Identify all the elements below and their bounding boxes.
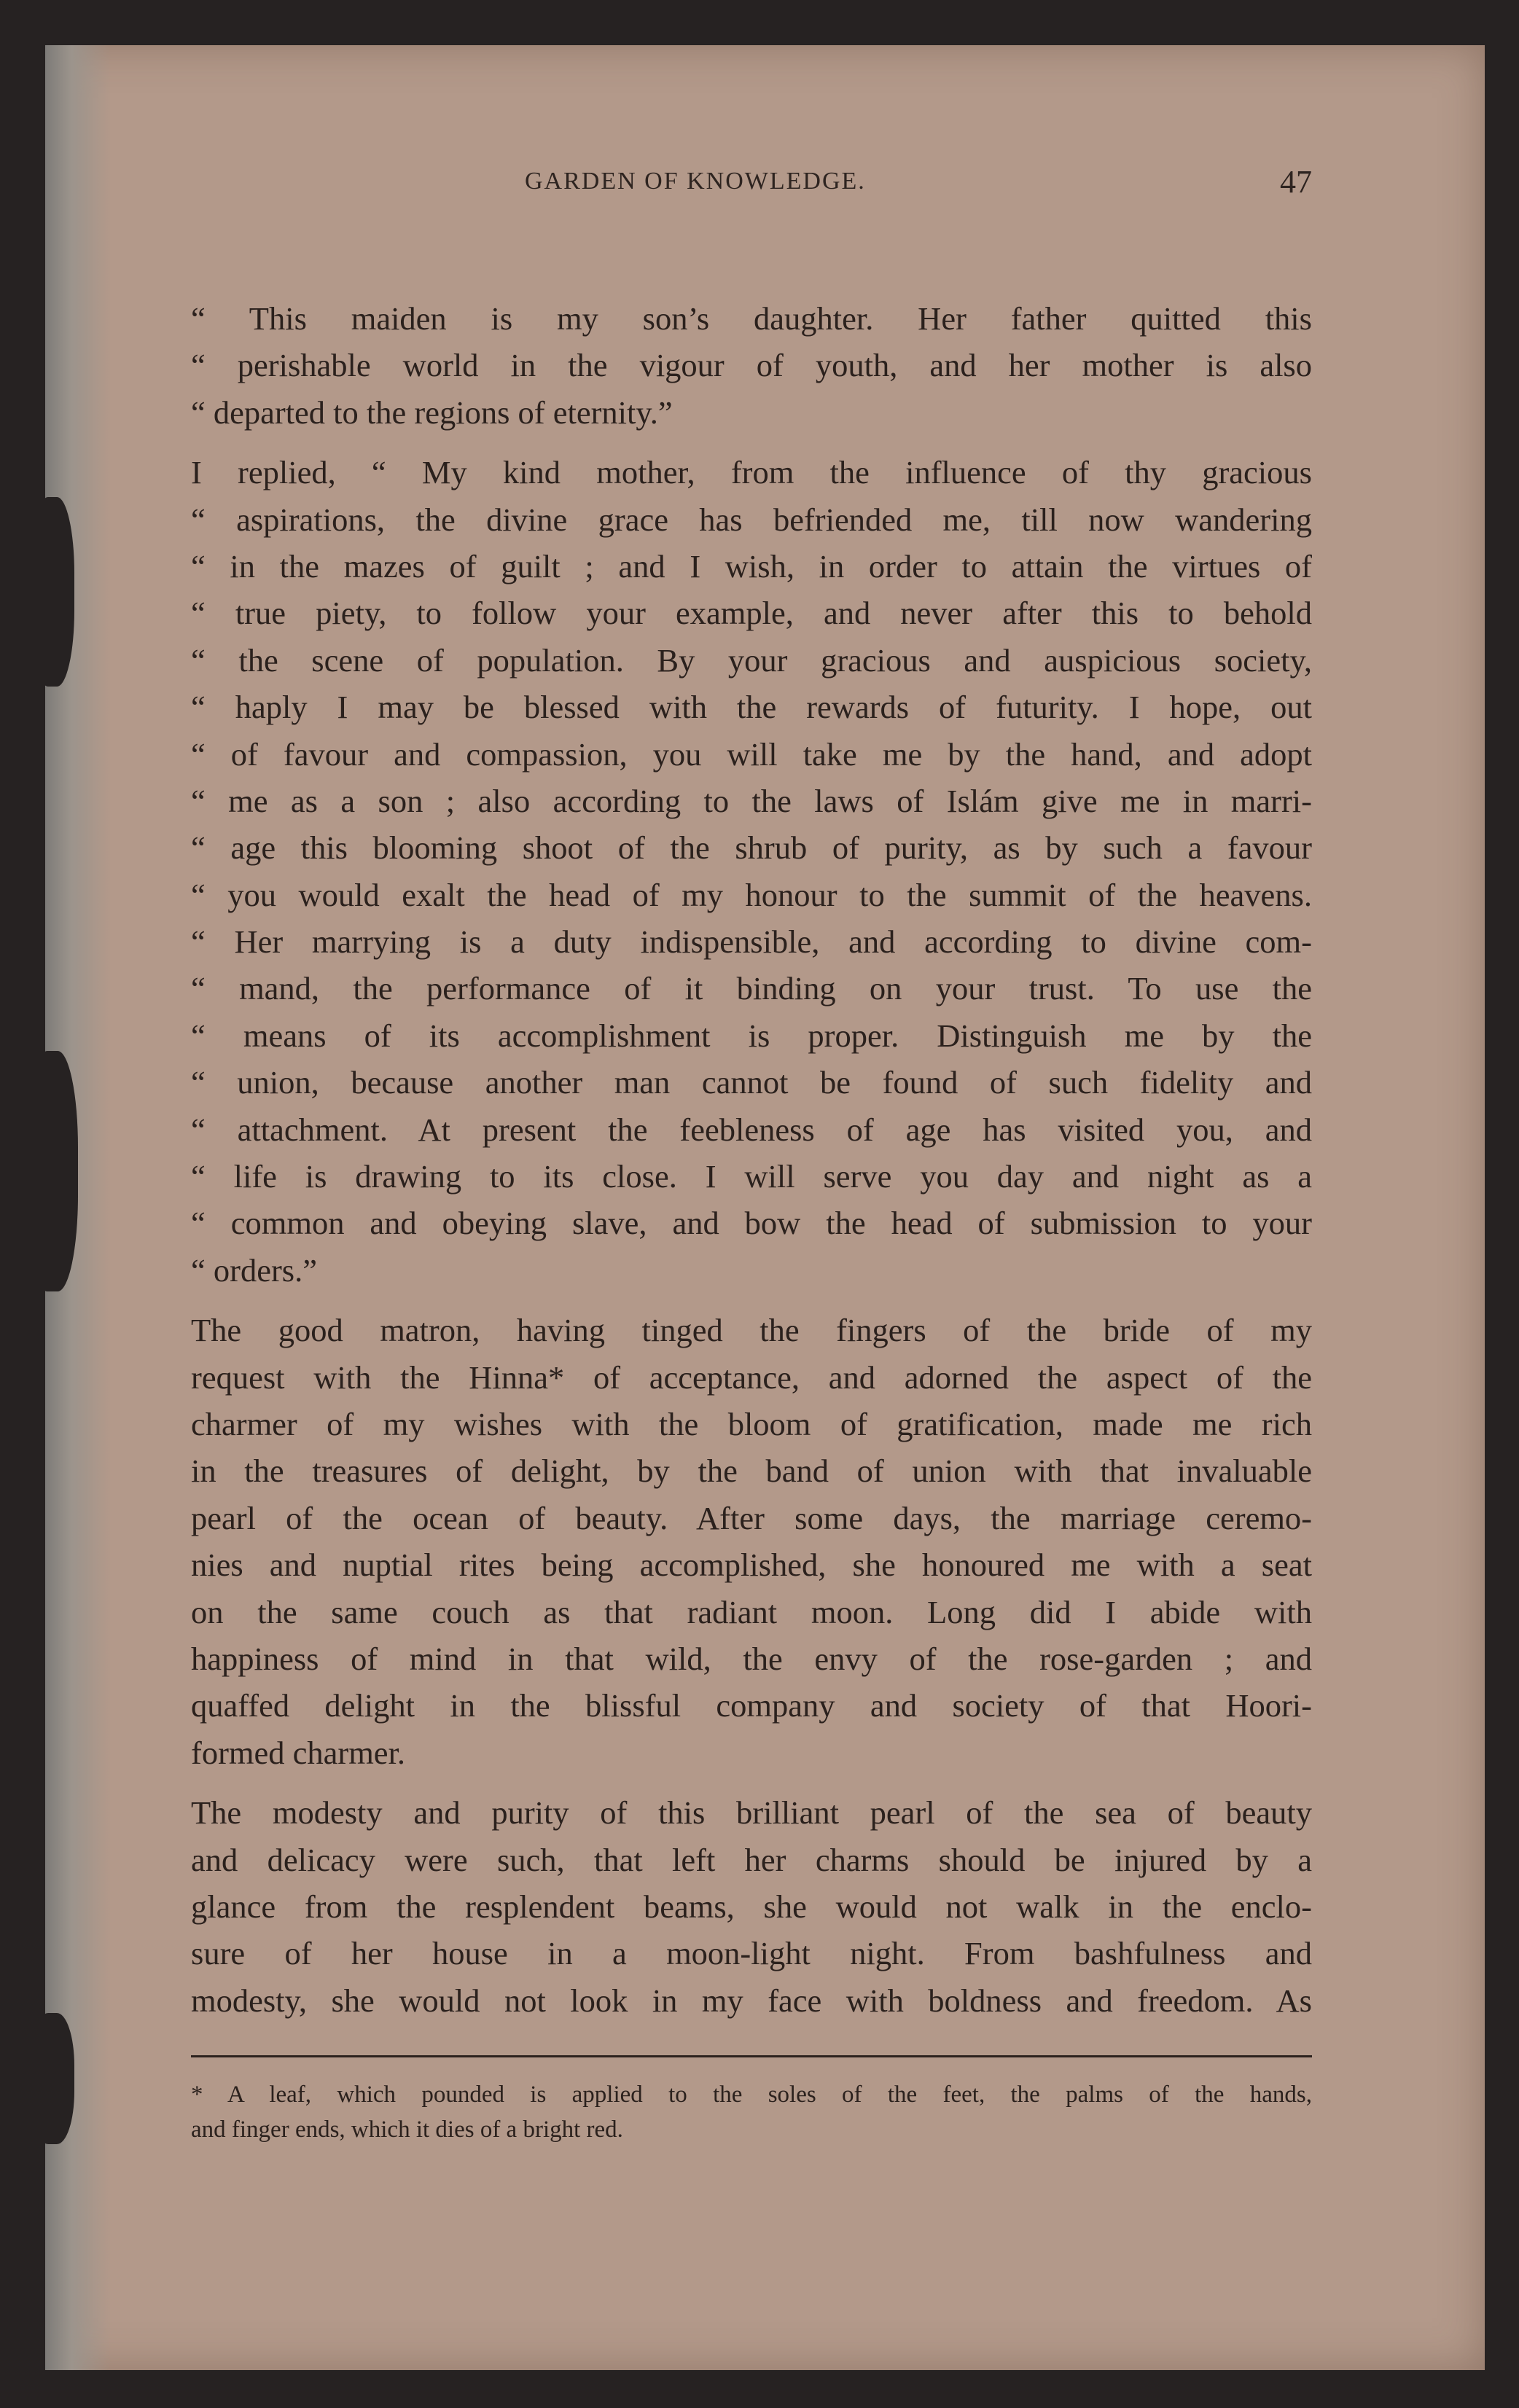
- text-line: “ age this blooming shoot of the shrub of purity, as by such a favour: [191, 829, 1312, 867]
- page-header: [175, 164, 1312, 211]
- text-line: quaffed delight in the blissful company and society of that Hoori-: [191, 1687, 1312, 1724]
- text-line: “ This maiden is my son’s daughter. Her father quitted this: [191, 300, 1312, 337]
- text-line: nies and nuptial rites being accomplished, she honoured me with a seat: [191, 1547, 1312, 1584]
- page-tear: [31, 497, 74, 687]
- text-line: “ you would exalt the head of my honour to the summit of the heavens.: [191, 876, 1312, 913]
- text-line: “ departed to the regions of eternity.”: [191, 394, 673, 431]
- text-line: “ orders.”: [191, 1251, 317, 1289]
- text-line: “ of favour and compassion, you will take me by the hand, and adopt: [191, 735, 1312, 773]
- page-tear: [27, 1051, 78, 1291]
- text-line: “ me as a son ; also according to the laws of Islám give me in marri-: [191, 782, 1312, 819]
- footnote: [191, 2077, 1312, 2147]
- text-line: The good matron, having tinged the fingers of the bride of my: [191, 1312, 1312, 1349]
- running-head: GARDEN OF KNOWLEDGE.: [525, 168, 866, 195]
- text-line: charmer of my wishes with the bloom of gratification, made me rich: [191, 1405, 1312, 1442]
- footnote-line: and finger ends, which it dies of a bright red.: [191, 2116, 623, 2143]
- page-number: 47: [1280, 164, 1312, 200]
- text-line: “ attachment. At present the feebleness of age has visited you, and: [191, 1111, 1312, 1148]
- text-line: on the same couch as that radiant moon. Long did I abide with: [191, 1593, 1312, 1630]
- paragraph: [191, 449, 1312, 1294]
- text-line: modesty, she would not look in my face with boldness and freedom. As: [191, 1982, 1312, 2019]
- text-line: “ perishable world in the vigour of youth, and her mother is also: [191, 347, 1312, 384]
- text-line: “ true piety, to follow your example, and never after this to behold: [191, 595, 1312, 632]
- text-line: and delicacy were such, that left her charms should be injured by a: [191, 1841, 1312, 1878]
- text-line: “ union, because another man cannot be found of such fidelity and: [191, 1064, 1312, 1101]
- text-line: “ mand, the performance of it binding on your trust. To use the: [191, 970, 1312, 1007]
- text-line: I replied, “ My kind mother, from the influence of thy gracious: [191, 454, 1312, 491]
- text-line: “ Her marrying is a duty indispensible, and according to divine com-: [191, 923, 1312, 961]
- text-line: happiness of mind in that wild, the envy of the rose-garden ; and: [191, 1640, 1312, 1677]
- text-line: “ means of its accomplishment is proper. Distinguish me by the: [191, 1017, 1312, 1054]
- text-line: The modesty and purity of this brilliant pearl of the sea of beauty: [191, 1794, 1312, 1832]
- text-line: request with the Hinna* of acceptance, and adorned the aspect of the: [191, 1359, 1312, 1396]
- text-line: in the treasures of delight, by the band of union with that invaluable: [191, 1453, 1312, 1490]
- text-line: “ in the mazes of guilt ; and I wish, in order to attain the virtues of: [191, 547, 1312, 585]
- text-line: “ aspirations, the divine grace has befriended me, till now wandering: [191, 501, 1312, 538]
- text-line: glance from the resplendent beams, she would not walk in the enclo-: [191, 1888, 1312, 1925]
- text-line: “ common and obeying slave, and bow the head of submission to your: [191, 1205, 1312, 1242]
- paragraph: [191, 295, 1312, 436]
- text-line: pearl of the ocean of beauty. After some days, the marriage ceremo-: [191, 1499, 1312, 1536]
- footnote-line: * A leaf, which pounded is applied to the soles of the feet, the palms of the hands,: [191, 2081, 1312, 2108]
- text-line: formed charmer.: [191, 1734, 406, 1771]
- page-tear: [31, 2013, 74, 2144]
- body-text: [191, 295, 1312, 2037]
- text-line: “ life is drawing to its close. I will serve you day and night as a: [191, 1158, 1312, 1195]
- text-line: sure of her house in a moon-light night. From bashfulness and: [191, 1935, 1312, 1972]
- paragraph: [191, 1789, 1312, 2024]
- footnote-rule: [191, 2055, 1312, 2057]
- text-line: “ the scene of population. By your gracious and auspicious society,: [191, 641, 1312, 679]
- text-line: “ haply I may be blessed with the rewards of futurity. I hope, out: [191, 689, 1312, 726]
- paragraph: [191, 1307, 1312, 1776]
